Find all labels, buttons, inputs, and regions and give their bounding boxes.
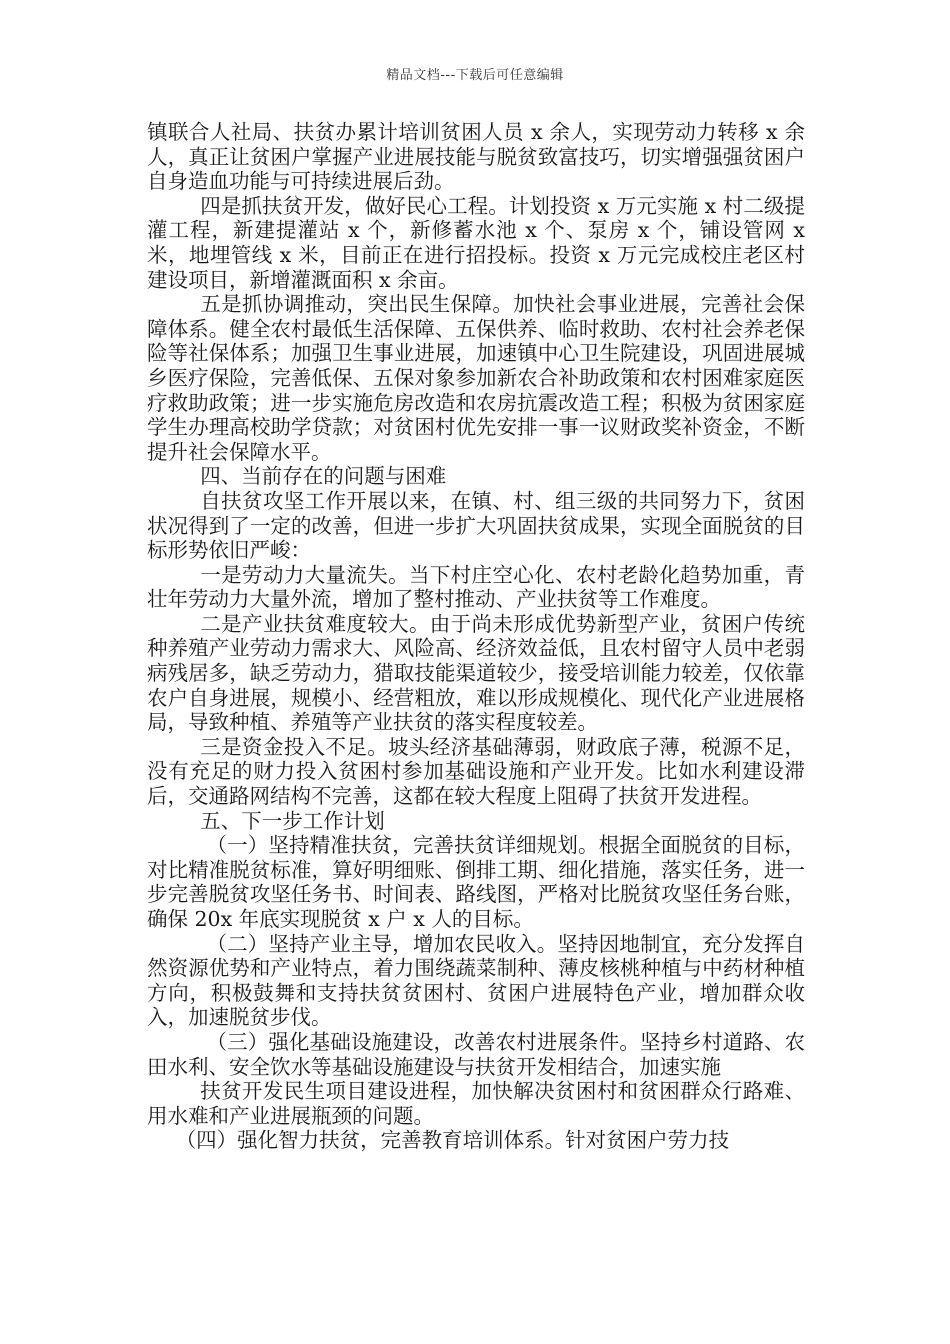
page-header: 精品文档---下载后可任意编辑 [386, 68, 564, 83]
paragraph-plan-3: （三）强化基础设施建设，改善农村进展条件。坚持乡村道路、农田水利、安全饮水等基础设施建设与扶贫开发相结合，加速实施 [147, 1029, 805, 1079]
paragraph-industry-difficulty: 二是产业扶贫难度较大。由于尚未形成优势新型产业，贫困户传统种养殖产业劳动力需求大、风险高、经济效益低，且农村留守人员中老弱病残居多，缺乏劳动力，猎取技能渠道较少，接受培训能力较差，仅依靠农户自身进展，规模小、经营粗放，难以形成规模化、现代化产业进展格局，导致种植、养殖等产业扶贫的落实程度较差。 [147, 611, 805, 735]
paragraph-problems-intro: 自扶贫攻坚工作开展以来，在镇、村、组三级的共同努力下，贫困状况得到了一定的改善，但进一步扩大巩固扶贫成果，实现全面脱贫的目标形势依旧严峻： [147, 488, 805, 563]
paragraph-training: 镇联合人社局、扶贫办累计培训贫困人员 x 余人，实现劳动力转移 x 余人，真正让贫困户掌握产业进展技能与脱贫致富技巧，切实增强强贫困户自身造血功能与可持续进展后劲。 [147, 120, 805, 194]
paragraph-labor-loss: 一是劳动力大量流失。当下村庄空心化、农村老龄化趋势加重，青壮年劳动力大量外流，增加了整村推动、产业扶贫等工作难度。 [147, 562, 805, 612]
document-body [147, 120, 805, 1153]
paragraph-plan-2: （二）坚持产业主导，增加农民收入。坚持因地制宜，充分发挥自然资源优势和产业特点，着力围绕蔬菜制种、薄皮核桃种植与中药材种植方向，积极鼓舞和支持扶贫贫困村、贫困户进展特色产业，增加群众收入，加速脱贫步伐。 [147, 931, 805, 1030]
paragraph-poverty-development: 四是抓扶贫开发，做好民心工程。计划投资 x 万元实施 x 村二级提灌工程，新建提灌站 x 个，新修蓄水池 x 个、泵房 x 个，铺设管网 x 米，地埋管线 x 米，目前正在进行招投标。投资 x 万元完成校庄老区村建设项目，新增灌溉面积 x 余亩。 [147, 193, 805, 292]
paragraph-plan-4: （四）强化智力扶贫，完善教育培训体系。针对贫困户劳力技 [175, 1128, 730, 1153]
section-heading-next-plan: 五、下一步工作计划 [200, 808, 385, 833]
paragraph-social-security: 五是抓协调推动，突出民生保障。加快社会事业进展，完善社会保障体系。健全农村最低生活保障、五保供养、临时救助、农村社会养老保险等社保体系；加强卫生事业进展，加速镇中心卫生院建设，巩固进展城乡医疗保险，完善低保、五保对象参加新农合补助政策和农村困难家庭医疗救助政策；进一步实施危房改造和农房抗震改造工程；积极为贫困家庭学生办理高校助学贷款；对贫困村优先安排一事一议财政奖补资金，不断提升社会保障水平。 [147, 292, 805, 464]
paragraph-plan-3-continued: 扶贫开发民生项目建设进程，加快解决贫困村和贫困群众行路难、用水难和产业进展瓶颈的问题。 [147, 1079, 805, 1128]
paragraph-funding-shortage: 三是资金投入不足。坡头经济基础薄弱，财政底子薄，税源不足，没有充足的财力投入贫困村参加基础设施和产业开发。比如水利建设滞后，交通路网结构不完善，这都在较大程度上阻碍了扶贫开发进程。 [147, 734, 805, 809]
section-heading-problems: 四、当前存在的问题与困难 [200, 464, 447, 489]
paragraph-plan-1: （一）坚持精准扶贫，完善扶贫详细规划。根据全面脱贫的目标，对比精准脱贫标准，算好明细账、倒排工期、细化措施，落实任务，进一步完善脱贫攻坚任务书、时间表、路线图，严格对比脱贫攻坚任务台账，确保 20x 年底实现脱贫 x 户 x 人的目标。 [147, 833, 805, 931]
